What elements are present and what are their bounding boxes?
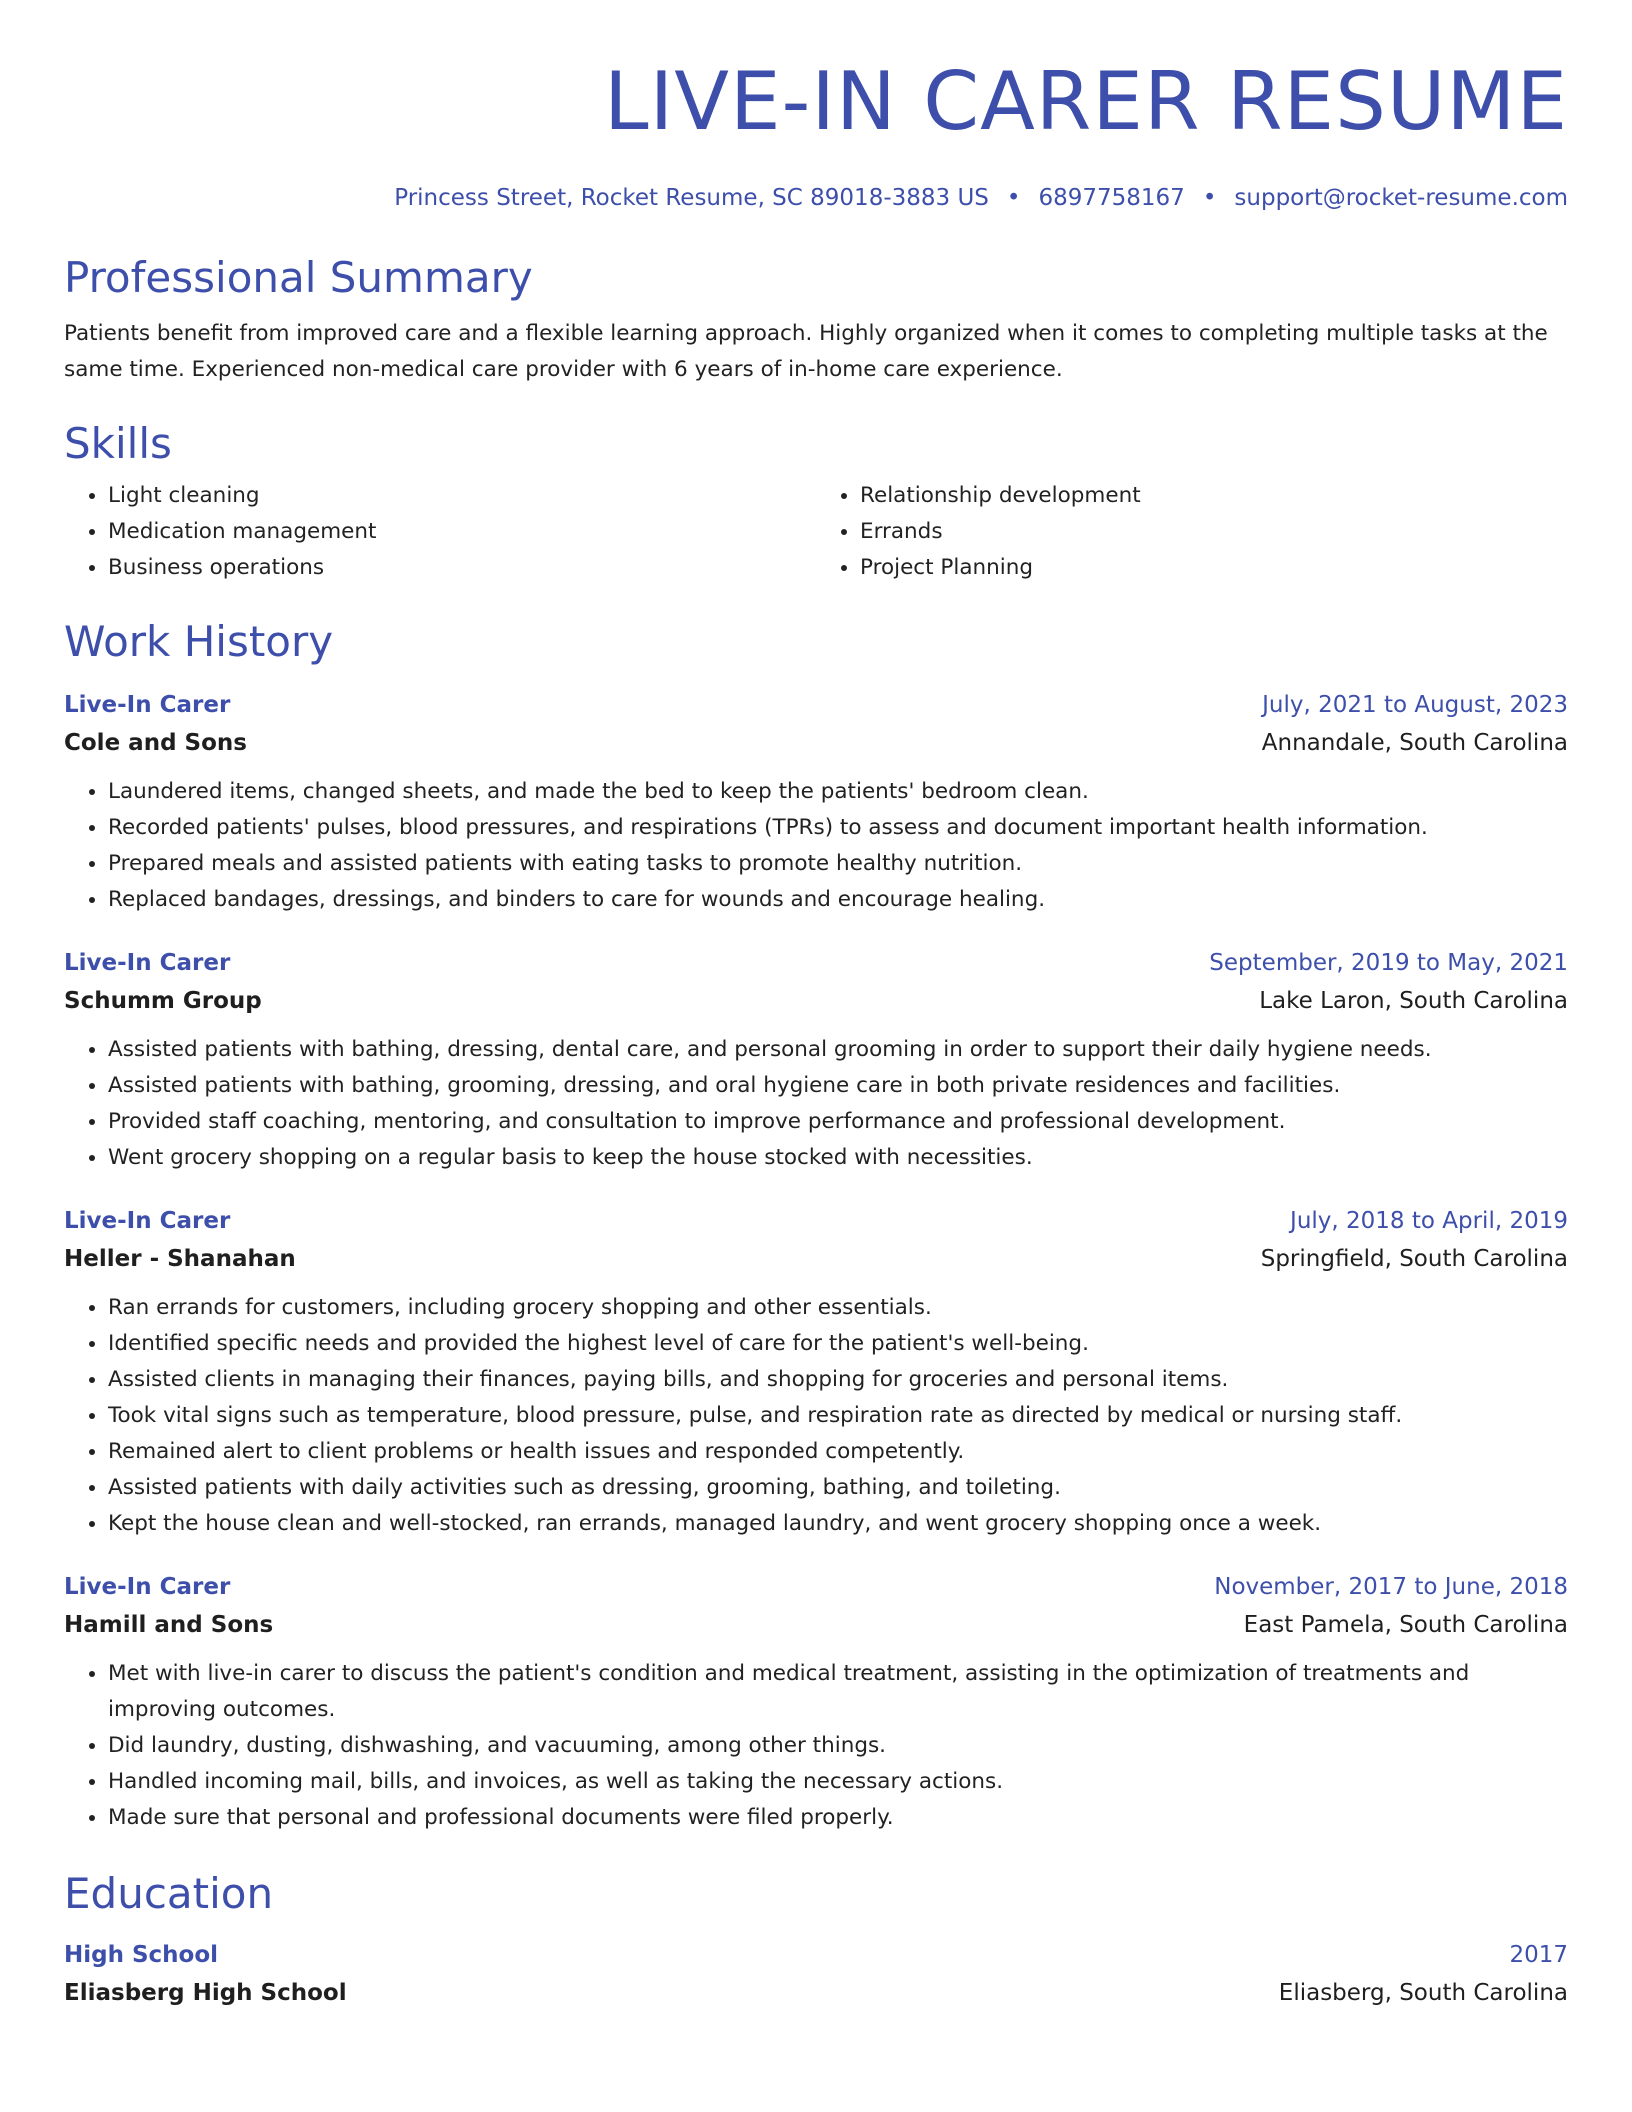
summary-text: Patients benefit from improved care and a flexible learning approach. Highly organized when it comes to completing multiple tasks at the same time. Experienced non-medical care provider with 6 years of in-home care experience. [64, 321, 1548, 382]
job-header [64, 686, 1568, 724]
education-section [64, 1866, 1568, 2012]
skill-item: • Relationship development [860, 478, 1568, 514]
job-title: Live-In Carer [64, 1574, 231, 1600]
job-entry [64, 944, 1568, 1176]
job-header [64, 1568, 1568, 1606]
job-bullets [64, 774, 1568, 918]
skill-item: • Project Planning [860, 550, 1568, 586]
job-entry [64, 1202, 1568, 1542]
job-bullet: • Made sure that personal and professional documents were filed properly. [108, 1800, 1568, 1836]
job-bullet: • Assisted patients with bathing, grooming, dressing, and oral hygiene care in both private residences and facilities. [108, 1068, 1568, 1104]
job-bullet: • Assisted patients with daily activities such as dressing, grooming, bathing, and toileting. [108, 1470, 1568, 1506]
job-dates: November, 2017 to June, 2018 [1214, 1574, 1568, 1600]
job-bullet: • Assisted clients in managing their finances, paying bills, and shopping for groceries and personal items. [108, 1362, 1568, 1398]
job-bullets [64, 1656, 1568, 1836]
contact-address: Princess Street, Rocket Resume, SC 89018-3883 US [394, 185, 989, 211]
job-bullet: • Replaced bandages, dressings, and binders to care for wounds and encourage healing. [108, 882, 1568, 918]
job-bullet: • Kept the house clean and well-stocked, ran errands, managed laundry, and went grocery shopping once a week. [108, 1506, 1568, 1542]
skill-item: • Medication management [108, 514, 816, 550]
job-location: East Pamela, South Carolina [1243, 1612, 1568, 1638]
job-bullets [64, 1032, 1568, 1176]
skills-left-list [64, 478, 816, 586]
job-company: Heller - Shanahan [64, 1246, 296, 1272]
job-bullet: • Ran errands for customers, including grocery shopping and other essentials. [108, 1290, 1568, 1326]
job-location: Annandale, South Carolina [1261, 730, 1568, 756]
work-section [64, 614, 1568, 1836]
job-bullet: • Prepared meals and assisted patients with eating tasks to promote healthy nutrition. [108, 846, 1568, 882]
skills-section [64, 416, 1568, 586]
education-entry [64, 1936, 1568, 2012]
job-header [64, 944, 1568, 982]
job-entry [64, 1568, 1568, 1836]
job-bullet: • Handled incoming mail, bills, and invoices, as well as taking the necessary actions. [108, 1764, 1568, 1800]
skill-item: • Light cleaning [108, 478, 816, 514]
job-subheader [64, 1240, 1568, 1278]
skills-columns [64, 478, 1568, 586]
job-company: Hamill and Sons [64, 1612, 274, 1638]
job-bullet: • Recorded patients' pulses, blood pressures, and respirations (TPRs) to assess and document important health information. [108, 810, 1568, 846]
job-bullet: • Identified specific needs and provided the highest level of care for the patient's well-being. [108, 1326, 1568, 1362]
job-subheader [64, 724, 1568, 762]
job-dates: September, 2019 to May, 2021 [1209, 950, 1568, 976]
job-bullet: • Went grocery shopping on a regular basis to keep the house stocked with necessities. [108, 1140, 1568, 1176]
education-subheader [64, 1974, 1568, 2012]
job-bullet: • Assisted patients with bathing, dressing, dental care, and personal grooming in order to support their daily hygiene needs. [108, 1032, 1568, 1068]
job-entry [64, 686, 1568, 918]
contact-email[interactable]: support@rocket-resume.com [1234, 185, 1568, 211]
education-year: 2017 [1509, 1942, 1568, 1968]
job-bullet: • Did laundry, dusting, dishwashing, and vacuuming, among other things. [108, 1728, 1568, 1764]
job-bullet: • Laundered items, changed sheets, and made the bed to keep the patients' bedroom clean. [108, 774, 1568, 810]
job-dates: July, 2021 to August, 2023 [1262, 692, 1568, 718]
job-header [64, 1202, 1568, 1240]
skills-heading: Skills [64, 419, 172, 468]
skills-right-list [816, 478, 1568, 586]
skill-item: • Business operations [108, 550, 816, 586]
education-header [64, 1936, 1568, 1974]
job-dates: July, 2018 to April, 2019 [1290, 1208, 1568, 1234]
job-title: Live-In Carer [64, 692, 231, 718]
contact-phone: 6897758167 [1038, 185, 1185, 211]
job-company: Cole and Sons [64, 730, 247, 756]
contact-line [64, 182, 1568, 214]
job-title: Live-In Carer [64, 1208, 231, 1234]
education-location: Eliasberg, South Carolina [1278, 1980, 1568, 2006]
education-school: Eliasberg High School [64, 1980, 347, 2006]
job-subheader [64, 1606, 1568, 1644]
job-subheader [64, 982, 1568, 1020]
job-bullets [64, 1290, 1568, 1542]
summary-heading: Professional Summary [64, 253, 533, 302]
job-bullet: • Remained alert to client problems or health issues and responded competently. [108, 1434, 1568, 1470]
job-title: Live-In Carer [64, 950, 231, 976]
resume-title: LIVE-IN CARER RESUME [604, 55, 1568, 148]
skill-item: • Errands [860, 514, 1568, 550]
job-company: Schumm Group [64, 988, 262, 1014]
summary-section [64, 250, 1568, 388]
job-location: Lake Laron, South Carolina [1259, 988, 1568, 1014]
job-bullet: • Provided staff coaching, mentoring, and consultation to improve performance and professional development. [108, 1104, 1568, 1140]
contact-separator: • [1202, 185, 1217, 211]
education-degree: High School [64, 1942, 219, 1968]
job-bullet: • Met with live-in carer to discuss the patient's condition and medical treatment, assisting in the optimization of treatments and improving outcomes. [108, 1656, 1568, 1728]
education-heading: Education [64, 1869, 274, 1918]
job-bullet: • Took vital signs such as temperature, blood pressure, pulse, and respiration rate as directed by medical or nursing staff. [108, 1398, 1568, 1434]
job-location: Springfield, South Carolina [1260, 1246, 1568, 1272]
contact-separator: • [1006, 185, 1021, 211]
work-heading: Work History [64, 617, 334, 666]
